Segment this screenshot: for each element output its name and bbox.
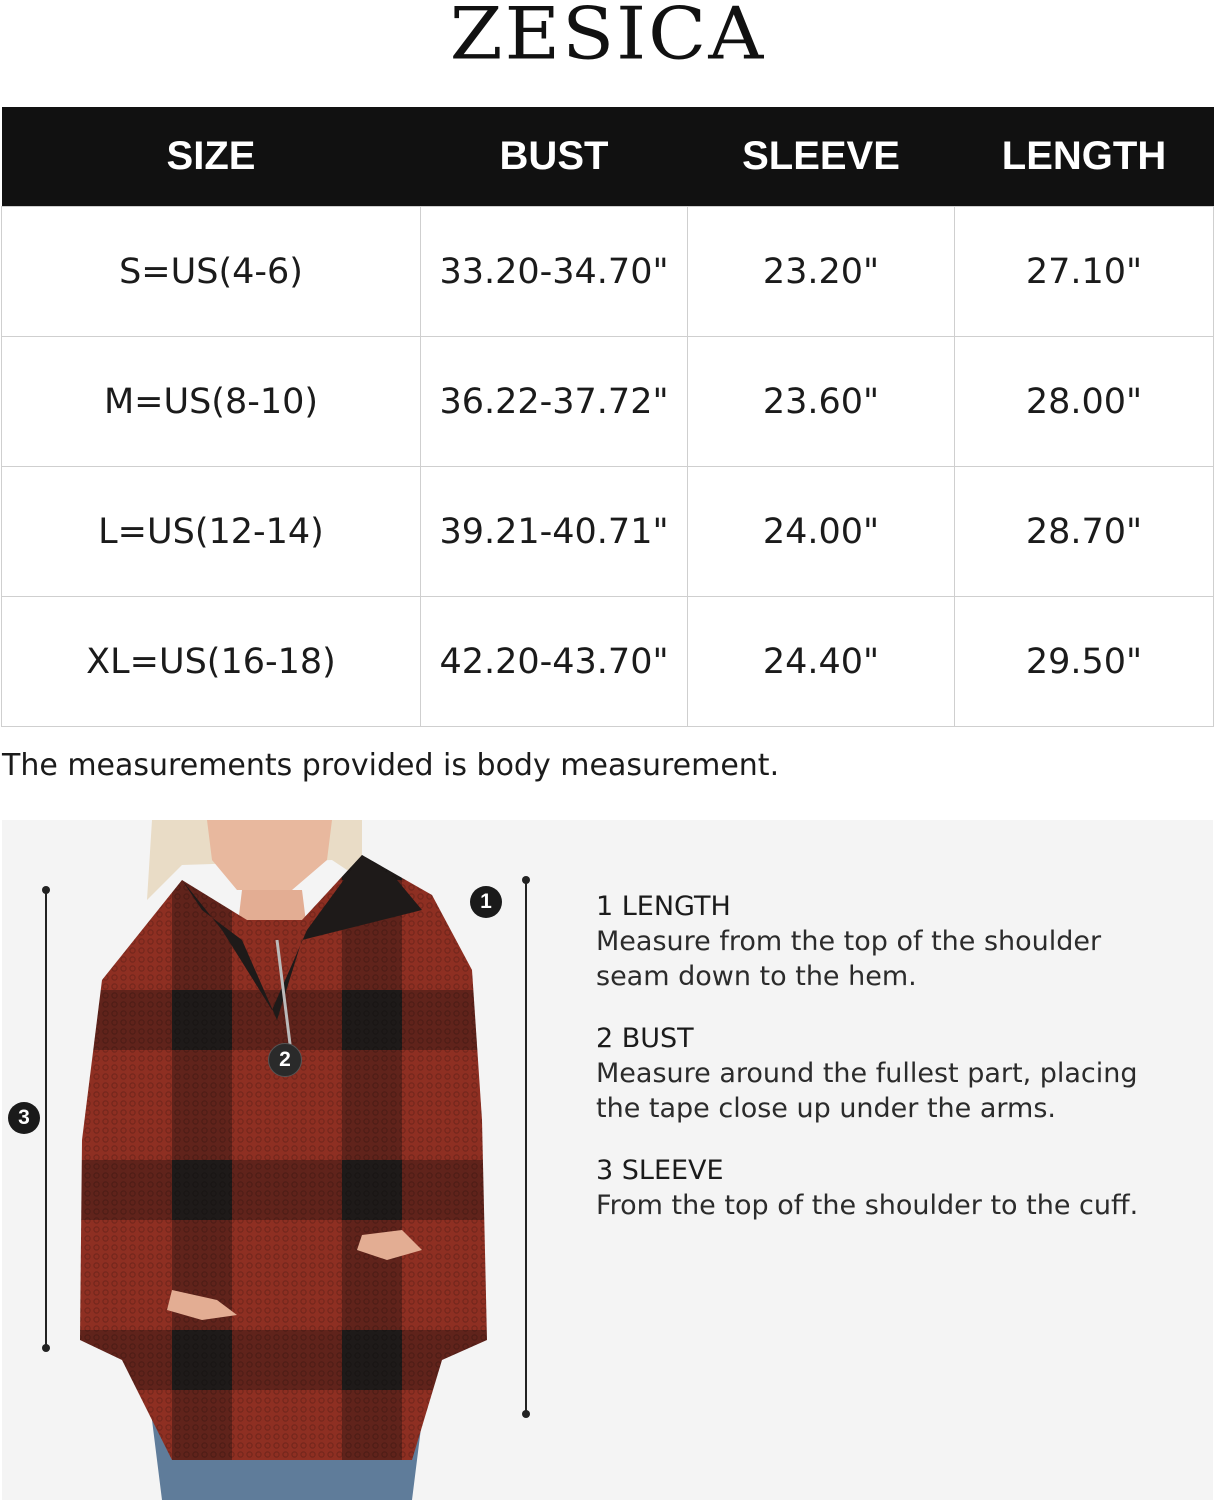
cell-length: 28.00": [955, 337, 1214, 467]
sleeve-measure-line: [45, 890, 47, 1348]
marker-2-badge: 2: [268, 1043, 302, 1077]
cell-sleeve: 23.60": [688, 337, 955, 467]
cell-bust: 33.20-34.70": [421, 207, 688, 337]
guide-length-text-line1: Measure from the top of the shoulder: [596, 926, 1102, 957]
cell-size: M=US(8-10): [2, 337, 421, 467]
cell-bust: 39.21-40.71": [421, 467, 688, 597]
header-size: SIZE: [2, 107, 421, 207]
cell-length: 27.10": [955, 207, 1214, 337]
guide-bust-text-line2: the tape close up under the arms.: [596, 1093, 1056, 1124]
guide-bust-text-line1: Measure around the fullest part, placing: [596, 1058, 1138, 1089]
cell-sleeve: 23.20": [688, 207, 955, 337]
cell-size: S=US(4-6): [2, 207, 421, 337]
table-row: [2, 337, 1214, 467]
sleeve-line-top-dot: [42, 886, 50, 894]
product-photo: [2, 820, 562, 1500]
cell-size: L=US(12-14): [2, 467, 421, 597]
marker-1-badge: 1: [470, 886, 502, 918]
cell-size: XL=US(16-18): [2, 597, 421, 727]
guide-sleeve-heading: 3 SLEEVE: [596, 1155, 724, 1186]
cell-sleeve: 24.00": [688, 467, 955, 597]
sleeve-line-bottom-dot: [42, 1344, 50, 1352]
cell-bust: 42.20-43.70": [421, 597, 688, 727]
table-row: [2, 597, 1214, 727]
guide-sleeve-text: From the top of the shoulder to the cuff.: [596, 1190, 1139, 1221]
length-line-bottom-dot: [522, 1410, 530, 1418]
table-row: [2, 467, 1214, 597]
cell-length: 28.70": [955, 467, 1214, 597]
cell-length: 29.50": [955, 597, 1214, 727]
table-row: [2, 207, 1214, 337]
guide-sleeve: [596, 1154, 1196, 1223]
guide-length-text-line2: seam down to the hem.: [596, 961, 917, 992]
measurement-guide: [596, 890, 1196, 1251]
size-chart-table: [1, 107, 1214, 727]
cell-sleeve: 24.40": [688, 597, 955, 727]
header-bust: BUST: [421, 107, 688, 207]
marker-3-badge: 3: [8, 1102, 40, 1134]
length-measure-line: [525, 880, 527, 1415]
brand-logo: [0, 0, 1215, 74]
guide-length-heading: 1 LENGTH: [596, 891, 731, 922]
length-line-top-dot: [522, 876, 530, 884]
guide-bust-heading: 2 BUST: [596, 1023, 694, 1054]
guide-length: [596, 890, 1196, 994]
cell-bust: 36.22-37.72": [421, 337, 688, 467]
brand-text: ZESICA: [449, 0, 766, 76]
measurement-note: The measurements provided is body measurement.: [2, 748, 780, 783]
table-header-row: [2, 107, 1214, 207]
header-length: LENGTH: [955, 107, 1214, 207]
header-sleeve: SLEEVE: [688, 107, 955, 207]
guide-bust: [596, 1022, 1196, 1126]
